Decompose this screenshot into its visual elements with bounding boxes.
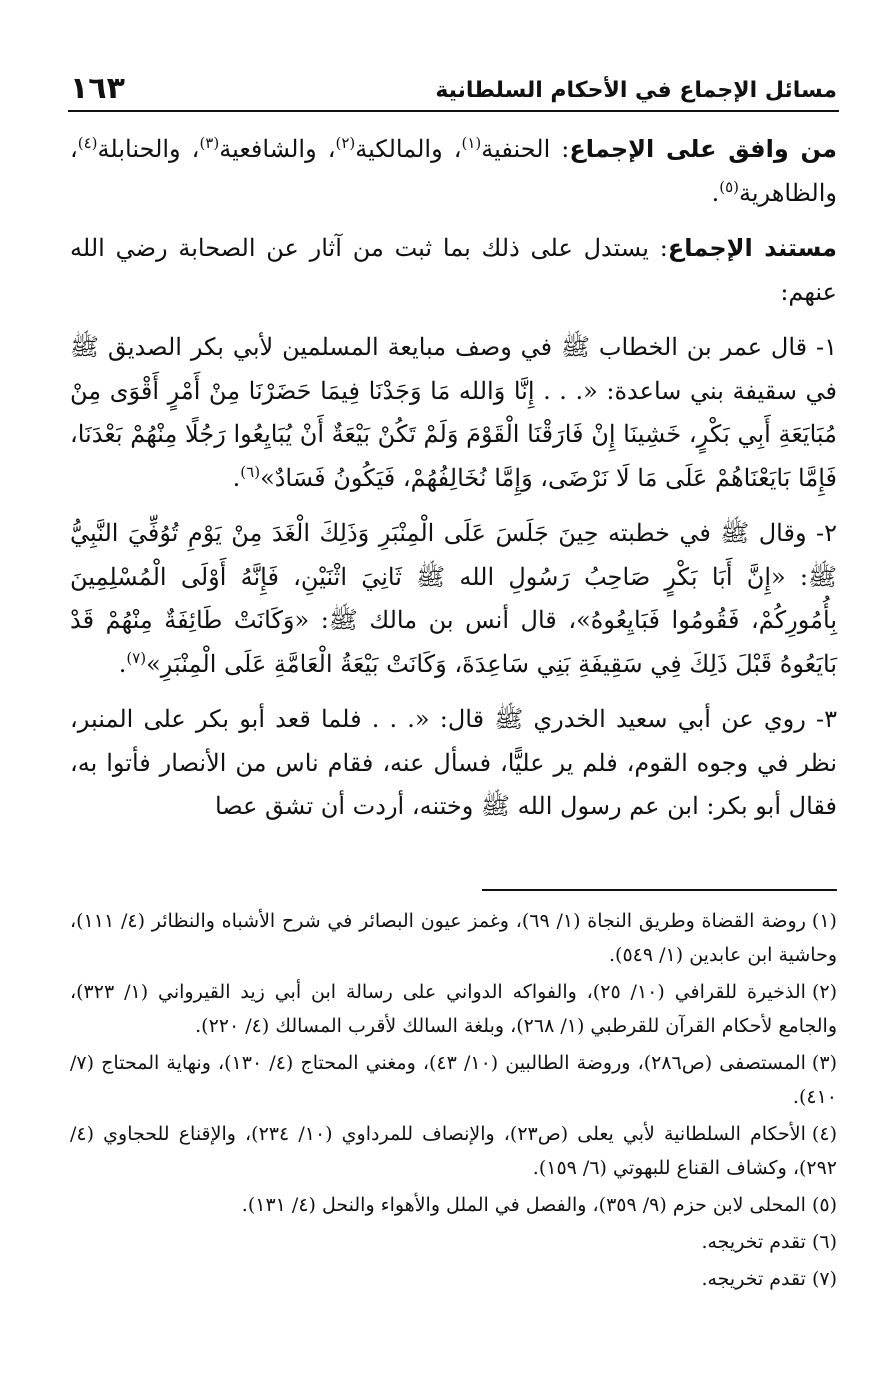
footnote-number: (٦) <box>811 1231 837 1253</box>
text-segment: : الحنفية <box>481 135 570 163</box>
footnote <box>70 1262 837 1296</box>
paragraph-item-1 <box>70 326 837 500</box>
footnote-number: (٥) <box>811 1194 837 1216</box>
footnote-number: (٤) <box>811 1123 837 1145</box>
footnote <box>70 1225 837 1259</box>
footnote-ref: (٤) <box>77 134 98 152</box>
footnote <box>70 1046 837 1114</box>
text-segment: ٣- روي عن أبي سعيد الخدري ﷺ قال: «. . . فلما قعد أبو بكر على المنبر، نظر في وجوه القوم، فلم ير عليًّا، فسأل عنه، فقام ناس من الأنصار فأتوا به، فقال أبو بكر: ابن عم رسول الله ﷺ وختنه، أردت أن تشق عصا <box>70 705 837 820</box>
footnote-ref: (١) <box>461 134 482 152</box>
footnote-text: الذخيرة للقرافي (١٠/ ٢٥)، والفواكه الدواني على رسالة ابن أبي زيد القيرواني (١/ ٣٢٣)، والجامع لأحكام القرآن للقرطبي (١/ ٢٦٨)، وبلغة السالك لأقرب المسالك (٤/ ٢٢٠). <box>70 981 837 1037</box>
text-segment: ، والشافعية <box>219 135 336 163</box>
heading-agreement: من وافق على الإجماع <box>569 135 838 163</box>
footnote-text: روضة القضاة وطريق النجاة (١/ ٦٩)، وغمز عيون البصائر في شرح الأشباه والنظائر (٤/ ١١١)، وحاشية ابن عابدين (١/ ٥٤٩). <box>70 910 837 966</box>
footnote <box>70 975 837 1043</box>
footnote-number: (٣) <box>811 1052 837 1074</box>
footnote-ref: (٢) <box>335 134 356 152</box>
footnote-text: تقدم تخريجه. <box>701 1268 806 1290</box>
footnote-text: المحلى لابن حزم (٩/ ٣٥٩)، والفصل في الملل والأهواء والنحل (٤/ ١٣١). <box>241 1194 806 1216</box>
text-segment: ١- قال عمر بن الخطاب ﷺ في وصف مبايعة المسلمين لأبي بكر الصديق ﷺ في سقيفة بني ساعدة: «. . . إِنَّا وَالله مَا وَجَدْنَا فِيمَا حَضَرْنَا مِنْ أَمْرٍ أَقْوَى مِنْ مُبَايَعَةِ أَبِي بَكْرٍ، خَشِينَا إِنْ فَارَقْنَا الْقَوْمَ وَلَمْ تَكُنْ بَيْعَةٌ أَنْ يُبَايِعُوا رَجُلًا مِنْهُمْ بَعْدَنَا، فَإِمَّا بَايَعْنَاهُمْ عَلَى مَا لَا نَرْضَى، وَإِمَّا نُخَالِفُهُمْ، فَيَكُونُ فَسَادٌ» <box>70 333 838 492</box>
text-segment: : يستدل على ذلك بما ثبت من آثار عن الصحابة رضي الله عنهم: <box>70 234 837 306</box>
paragraph-agreement <box>70 128 837 215</box>
running-title: مسائل الإجماع في الأحكام السلطانية <box>435 78 837 103</box>
text-segment: . <box>711 178 720 207</box>
footnote <box>70 1117 837 1185</box>
text-segment: ٢- وقال ﷺ في خطبته حِينَ جَلَسَ عَلَى الْمِنْبَرِ وَذَلِكَ الْغَدَ مِنْ يَوْمِ تُوُفِّيَ النَّبِيُّ ﷺ: «إِنَّ أَبَا بَكْرٍ صَاحِبُ رَسُولِ الله ﷺ ثَانِيَ اثْنَيْنِ، فَإِنَّهُ أَوْلَى الْمُسْلِمِينَ بِأُمُورِكُمْ، فَقُومُوا فَبَايِعُوهُ»، قال أنس بن مالك ﷺ: «وَكَانَتْ طَائِفَةٌ مِنْهُمْ قَدْ بَايَعُوهُ قَبْلَ ذَلِكَ فِي سَقِيفَةِ بَنِي سَاعِدَةَ، وَكَانَتْ بَيْعَةُ الْعَامَّةِ عَلَى الْمِنْبَرِ» <box>70 519 838 678</box>
footnote-separator <box>482 889 837 891</box>
text-segment: ، والمالكية <box>355 135 462 163</box>
text-segment: ، والظاهرية <box>70 135 837 207</box>
footnote-text: تقدم تخريجه. <box>701 1231 806 1253</box>
footnote-ref: (٦) <box>240 462 261 481</box>
paragraph-item-3 <box>70 698 837 829</box>
footnote-number: (١) <box>811 910 837 932</box>
text-segment: . <box>118 649 127 678</box>
footnotes <box>70 904 837 1299</box>
page-header <box>70 62 837 106</box>
paragraph-basis <box>70 227 837 314</box>
footnote-ref: (٧) <box>126 648 147 667</box>
footnote-ref: (٥) <box>719 177 739 196</box>
footnote <box>70 1188 837 1222</box>
text-segment: . <box>232 463 241 492</box>
footnote <box>70 904 837 972</box>
page-number: ١٦٣ <box>70 71 125 106</box>
footnote-text: الأحكام السلطانية لأبي يعلى (ص٢٣)، والإنصاف للمرداوي (١٠/ ٢٣٤)، والإقناع للحجاوي (٤/ ٢٩٢)، وكشاف القناع للبهوتي (٦/ ١٥٩). <box>70 1123 837 1179</box>
heading-basis: مستند الإجماع <box>667 234 838 262</box>
main-text <box>70 128 837 841</box>
paragraph-item-2 <box>70 512 837 686</box>
footnote-number: (٢) <box>811 981 837 1003</box>
footnote-ref: (٣) <box>199 134 220 152</box>
footnote-number: (٧) <box>811 1268 837 1290</box>
footnote-text: المستصفى (ص٢٨٦)، وروضة الطالبين (١٠/ ٤٣)، ومغني المحتاج (٤/ ١٣٠)، ونهاية المحتاج (٧/ ٤١٠). <box>70 1052 837 1108</box>
text-segment: ، والحنابلة <box>97 135 200 163</box>
header-rule <box>68 110 839 112</box>
